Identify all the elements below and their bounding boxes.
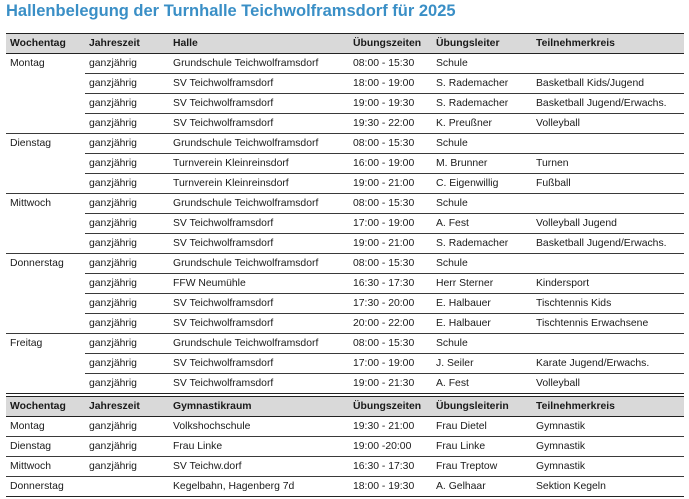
cell-times: 17:00 - 19:00 xyxy=(349,354,432,374)
cell-weekday xyxy=(6,234,85,254)
cell-times: 19:00 - 21:00 xyxy=(349,174,432,194)
cell-venue: Turnverein Kleinreinsdorf xyxy=(169,174,349,194)
cell-times: 19:00 - 21:00 xyxy=(349,234,432,254)
cell-instructor: M. Brunner xyxy=(432,154,532,174)
cell-times: 17:00 - 19:00 xyxy=(349,214,432,234)
cell-times: 19:30 - 21:00 xyxy=(349,417,432,437)
cell-instructor: Frau Linke xyxy=(432,437,532,457)
cell-weekday xyxy=(6,294,85,314)
cell-instructor: Frau Treptow xyxy=(432,457,532,477)
cell-season: ganzjährig xyxy=(85,94,169,114)
header-weekday: Wochentag xyxy=(6,397,85,417)
table-row xyxy=(6,354,684,374)
table-row xyxy=(6,334,684,354)
header-season: Jahreszeit xyxy=(85,34,169,54)
header-instructor: Übungsleiter xyxy=(432,34,532,54)
cell-weekday: Mittwoch xyxy=(6,457,85,477)
cell-weekday: Donnerstag xyxy=(6,477,85,497)
cell-venue: Volkshochschule xyxy=(169,417,349,437)
cell-venue: Turnverein Kleinreinsdorf xyxy=(169,154,349,174)
table-row xyxy=(6,254,684,274)
cell-times: 16:30 - 17:30 xyxy=(349,457,432,477)
cell-participants: Volleyball xyxy=(532,374,684,394)
cell-venue: SV Teichwolframsdorf xyxy=(169,354,349,374)
cell-times: 16:30 - 17:30 xyxy=(349,274,432,294)
cell-season: ganzjährig xyxy=(85,154,169,174)
cell-weekday xyxy=(6,154,85,174)
cell-participants xyxy=(532,54,684,74)
cell-weekday xyxy=(6,354,85,374)
cell-instructor: E. Halbauer xyxy=(432,294,532,314)
cell-season: ganzjährig xyxy=(85,417,169,437)
table-row xyxy=(6,294,684,314)
cell-times: 19:00 - 19:30 xyxy=(349,94,432,114)
table-row xyxy=(6,114,684,134)
header-participants: Teilnehmerkreis xyxy=(532,397,684,417)
cell-season: ganzjährig xyxy=(85,134,169,154)
cell-participants xyxy=(532,194,684,214)
cell-venue: SV Teichwolframsdorf xyxy=(169,314,349,334)
cell-weekday: Dienstag xyxy=(10,138,52,149)
cell-season: ganzjährig xyxy=(85,54,169,74)
table-row xyxy=(6,457,684,477)
cell-participants xyxy=(532,134,684,154)
cell-participants: Sektion Kegeln xyxy=(532,477,684,497)
table-row xyxy=(6,274,684,294)
cell-season: ganzjährig xyxy=(85,74,169,94)
cell-weekday xyxy=(6,94,85,114)
cell-venue: SV Teichwolframsdorf xyxy=(169,114,349,134)
cell-instructor: A. Fest xyxy=(432,214,532,234)
table-row xyxy=(6,417,684,437)
table-row xyxy=(6,154,684,174)
header-instructor: Übungsleiterin xyxy=(432,397,532,417)
table-row xyxy=(6,374,684,394)
table-header-row xyxy=(6,397,684,417)
cell-weekday xyxy=(6,274,85,294)
cell-times: 20:00 - 22:00 xyxy=(349,314,432,334)
cell-season: ganzjährig xyxy=(85,334,169,354)
cell-times: 18:00 - 19:00 xyxy=(349,74,432,94)
cell-instructor: Schule xyxy=(432,54,532,74)
cell-times: 08:00 - 15:30 xyxy=(349,334,432,354)
cell-instructor: S. Rademacher xyxy=(432,74,532,94)
cell-weekday xyxy=(6,174,85,194)
cell-weekday: Freitag xyxy=(10,338,43,349)
cell-times: 16:00 - 19:00 xyxy=(349,154,432,174)
cell-season: ganzjährig xyxy=(85,114,169,134)
cell-weekday: Mittwoch xyxy=(10,198,51,209)
table-row xyxy=(6,94,684,114)
cell-season: ganzjährig xyxy=(85,294,169,314)
header-season: Jahreszeit xyxy=(85,397,169,417)
cell-participants: Gymnastik xyxy=(532,437,684,457)
cell-instructor: E. Halbauer xyxy=(432,314,532,334)
cell-participants xyxy=(532,254,684,274)
cell-instructor: J. Seiler xyxy=(432,354,532,374)
cell-venue: SV Teichw.dorf xyxy=(169,457,349,477)
cell-season: ganzjährig xyxy=(85,437,169,457)
cell-participants: Tischtennis Kids xyxy=(532,294,684,314)
cell-season: ganzjährig xyxy=(85,174,169,194)
cell-season: ganzjährig xyxy=(85,234,169,254)
cell-venue: SV Teichwolframsdorf xyxy=(169,374,349,394)
cell-season: ganzjährig xyxy=(85,354,169,374)
cell-participants: Turnen xyxy=(532,154,684,174)
header-participants: Teilnehmerkreis xyxy=(532,34,684,54)
cell-times: 19:00 - 21:30 xyxy=(349,374,432,394)
cell-instructor: C. Eigenwillig xyxy=(432,174,532,194)
table-row xyxy=(6,134,684,154)
cell-season: ganzjährig xyxy=(85,457,169,477)
cell-venue: Grundschule Teichwolframsdorf xyxy=(169,134,349,154)
cell-season: ganzjährig xyxy=(85,374,169,394)
cell-participants: Volleyball Jugend xyxy=(532,214,684,234)
header-times: Übungszeiten xyxy=(349,397,432,417)
cell-instructor: S. Rademacher xyxy=(432,234,532,254)
cell-instructor: Schule xyxy=(432,334,532,354)
cell-instructor: Schule xyxy=(432,254,532,274)
cell-weekday xyxy=(6,314,85,334)
cell-season: ganzjährig xyxy=(85,214,169,234)
cell-venue: SV Teichwolframsdorf xyxy=(169,74,349,94)
cell-times: 08:00 - 15:30 xyxy=(349,134,432,154)
gym-schedule-table xyxy=(6,396,684,497)
cell-participants: Volleyball xyxy=(532,114,684,134)
cell-times: 08:00 - 15:30 xyxy=(349,194,432,214)
cell-instructor: A. Fest xyxy=(432,374,532,394)
table-row xyxy=(6,174,684,194)
header-hall: Halle xyxy=(169,34,349,54)
cell-participants xyxy=(532,334,684,354)
cell-times: 08:00 - 15:30 xyxy=(349,54,432,74)
table-row xyxy=(6,214,684,234)
page-title: Hallenbelegung der Turnhalle Teichwolframsdorf für 2025 xyxy=(6,2,456,20)
table-row xyxy=(6,54,684,74)
cell-venue: FFW Neumühle xyxy=(169,274,349,294)
cell-weekday xyxy=(6,114,85,134)
cell-participants: Basketball Jugend/Erwachs. xyxy=(532,94,684,114)
cell-season: ganzjährig xyxy=(85,254,169,274)
cell-venue: Kegelbahn, Hagenberg 7d xyxy=(169,477,349,497)
cell-instructor: Schule xyxy=(432,194,532,214)
cell-times: 19:00 -20:00 xyxy=(349,437,432,457)
table-row xyxy=(6,477,684,497)
cell-weekday xyxy=(6,374,85,394)
table-row xyxy=(6,194,684,214)
cell-season: ganzjährig xyxy=(85,194,169,214)
cell-instructor: A. Gelhaar xyxy=(432,477,532,497)
cell-weekday: Dienstag xyxy=(6,437,85,457)
cell-instructor: Frau Dietel xyxy=(432,417,532,437)
cell-participants: Basketball Jugend/Erwachs. xyxy=(532,234,684,254)
table-row xyxy=(6,314,684,334)
cell-times: 18:00 - 19:30 xyxy=(349,477,432,497)
cell-instructor: Schule xyxy=(432,134,532,154)
table-row xyxy=(6,74,684,94)
table-header-row xyxy=(6,34,684,54)
cell-season: ganzjährig xyxy=(85,314,169,334)
cell-participants: Basketball Kids/Jugend xyxy=(532,74,684,94)
table-row xyxy=(6,234,684,254)
cell-venue: Grundschule Teichwolframsdorf xyxy=(169,194,349,214)
cell-participants: Tischtennis Erwachsene xyxy=(532,314,684,334)
header-weekday: Wochentag xyxy=(6,34,85,54)
cell-times: 08:00 - 15:30 xyxy=(349,254,432,274)
cell-venue: Frau Linke xyxy=(169,437,349,457)
cell-venue: Grundschule Teichwolframsdorf xyxy=(169,334,349,354)
cell-instructor: Herr Sterner xyxy=(432,274,532,294)
cell-times: 19:30 - 22:00 xyxy=(349,114,432,134)
cell-weekday: Donnerstag xyxy=(10,258,64,269)
cell-participants: Kindersport xyxy=(532,274,684,294)
cell-venue: SV Teichwolframsdorf xyxy=(169,214,349,234)
cell-weekday: Montag xyxy=(6,417,85,437)
cell-venue: Grundschule Teichwolframsdorf xyxy=(169,54,349,74)
cell-season: ganzjährig xyxy=(85,274,169,294)
cell-participants: Karate Jugend/Erwachs. xyxy=(532,354,684,374)
cell-weekday: Montag xyxy=(10,58,45,69)
cell-season xyxy=(85,477,169,497)
cell-venue: SV Teichwolframsdorf xyxy=(169,294,349,314)
hall-schedule-table xyxy=(6,33,684,394)
cell-instructor: K. Preußner xyxy=(432,114,532,134)
cell-venue: SV Teichwolframsdorf xyxy=(169,234,349,254)
cell-participants: Fußball xyxy=(532,174,684,194)
header-gym-room: Gymnastikraum xyxy=(169,397,349,417)
cell-venue: Grundschule Teichwolframsdorf xyxy=(169,254,349,274)
cell-weekday xyxy=(6,214,85,234)
cell-weekday xyxy=(6,74,85,94)
cell-instructor: S. Rademacher xyxy=(432,94,532,114)
cell-times: 17:30 - 20:00 xyxy=(349,294,432,314)
cell-venue: SV Teichwolframsdorf xyxy=(169,94,349,114)
cell-participants: Gymnastik xyxy=(532,417,684,437)
table-row xyxy=(6,437,684,457)
header-times: Übungszeiten xyxy=(349,34,432,54)
cell-participants: Gymnastik xyxy=(532,457,684,477)
